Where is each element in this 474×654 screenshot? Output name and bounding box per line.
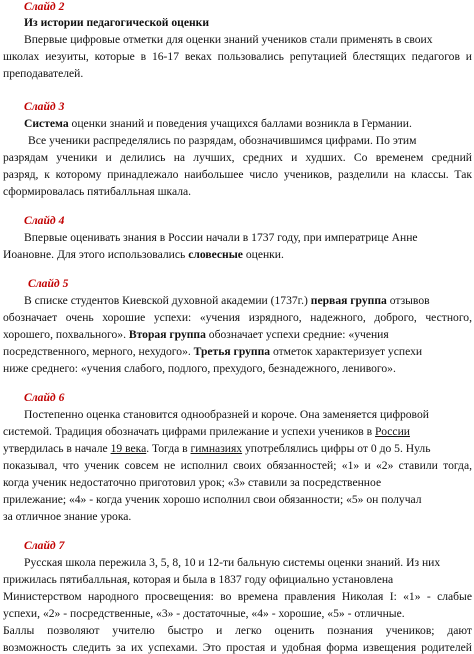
slide-7-text-line: прижилась пятибалльная, которая и была в 1837 году официально установлена bbox=[3, 573, 394, 586]
link-gymnasiums[interactable]: гимназиях bbox=[190, 442, 243, 455]
slide-6-text-line: когда ученик недостаточно приготовил урок; «3» ставили за посредственное bbox=[3, 476, 382, 489]
text-run: хорошего, похвального». bbox=[3, 328, 129, 341]
slide-7-text-line: Министерством народного просвещения: во времена правления Николая I: «1» - слабые bbox=[3, 590, 472, 603]
slide-2-text-line: преподавателей. bbox=[3, 67, 84, 80]
slide-3-text-line: Все ученики распределялись по разрядам, обозначившимся цифрами. По этим bbox=[28, 134, 417, 147]
bold-term: Третья группа bbox=[193, 345, 271, 358]
slide-4-text-line bbox=[3, 248, 472, 261]
slide-3-text-line: разрядам ученики и делились на лучших, средних и худших. Со временем средний bbox=[3, 151, 472, 164]
text-run: оценки знаний и поведения учащихся баллами возникла в Германии. bbox=[68, 117, 412, 130]
slide-3-heading: Слайд 3 bbox=[24, 100, 65, 113]
link-russia[interactable]: России bbox=[375, 425, 410, 438]
slide-7-text-line: Русская школа пережила 3, 5, 8, 10 и 12-ти бальную системы оценки знаний. Из них bbox=[24, 556, 441, 569]
text-run: обозначает успехи средние: «учения bbox=[205, 328, 389, 341]
text-run: посредственного, мерного, нехудого». bbox=[3, 345, 194, 358]
slide-7-text-line: возможность следить за их успехами. Это простая и удобная форма извещения родителей bbox=[3, 641, 472, 654]
slide-5-text-line bbox=[24, 294, 472, 307]
slide-4-text-line: Впервые оценивать знания в России начали в 1737 году, при императрице Анне bbox=[24, 231, 418, 244]
slide-5-text-line bbox=[3, 345, 472, 358]
slide-6-text-line: показывал, что ученик совсем не исполнил своих обязанностей; «1» и «2» ставили тогда, bbox=[3, 459, 472, 472]
slide-2-text-line: Впервые цифровые отметки для оценки знаний учеников стали применять в своих bbox=[24, 33, 433, 46]
text-run: системой. Традиция обозначать цифрами прилежание и успехи учеников в bbox=[3, 425, 376, 438]
text-run: Иоановне. Для этого использовались bbox=[3, 248, 189, 261]
slide-3-text-line: разряд, к которому принадлежало наибольшее число учеников, разделили на классы. Так bbox=[3, 168, 472, 181]
slide-6-heading: Слайд 6 bbox=[24, 391, 65, 404]
text-run: употреблялись цифры от 0 до 5. Нуль bbox=[242, 442, 431, 455]
text-run: утвердилась в начале bbox=[3, 442, 111, 455]
slide-7-text-line: успехи, «2» - посредственные, «3» - достаточные, «4» - хорошие, «5» - отличные. bbox=[3, 607, 405, 620]
text-run: . Тогда в bbox=[146, 442, 191, 455]
slide-5-text-line: ниже среднего: «учения слабого, подлого, прехудого, безнадежного, ленивого». bbox=[3, 362, 396, 375]
slide-5-text-line bbox=[3, 328, 472, 341]
slide-2-text-line: школах иезуиты, которые в 16-17 веках пользовались репутацией блестящих педагогов и bbox=[3, 50, 472, 63]
slide-6-text-line bbox=[3, 425, 472, 438]
slide-2-title: Из истории педагогической оценки bbox=[24, 16, 210, 29]
slide-6-text-line: Постепенно оценка становится однообразней и короче. Она заменяется цифровой bbox=[24, 408, 429, 421]
text-run: В списке студентов Киевской духовной академии (1737г.) bbox=[24, 294, 311, 307]
slide-3-text-line: сформировалась пятибалльная шкала. bbox=[3, 185, 192, 198]
slide-4-heading: Слайд 4 bbox=[24, 214, 65, 227]
slide-5-heading: Слайд 5 bbox=[28, 277, 69, 290]
text-run: оценки. bbox=[242, 248, 284, 261]
slide-7-heading: Слайд 7 bbox=[24, 539, 65, 552]
text-run: отметок характеризует успехи bbox=[270, 345, 423, 358]
slide-6-text-line: за отличное знание урока. bbox=[3, 510, 132, 523]
bold-term: первая группа bbox=[310, 294, 387, 307]
slide-3-text-line bbox=[24, 117, 472, 130]
link-19-century[interactable]: 19 века bbox=[110, 442, 147, 455]
bold-term: Вторая группа bbox=[128, 328, 206, 341]
slide-7-text-line: Баллы позволяют учителю быстро и легко оценить познания учеников; дают bbox=[3, 624, 472, 637]
text-run: отзывов bbox=[386, 294, 430, 307]
slide-2-heading: Слайд 2 bbox=[24, 0, 65, 13]
slide-6-text-line bbox=[3, 442, 472, 455]
slide-5-text-line: обозначает очень хорошие успехи: «учения изрядного, надежного, доброго, честного, bbox=[3, 311, 472, 324]
bold-term: Система bbox=[24, 117, 69, 130]
bold-term: словесные bbox=[188, 248, 243, 261]
slide-6-text-line: прилежание; «4» - когда ученик хорошо исполнил свои обязанности; «5» он получал bbox=[3, 493, 422, 506]
